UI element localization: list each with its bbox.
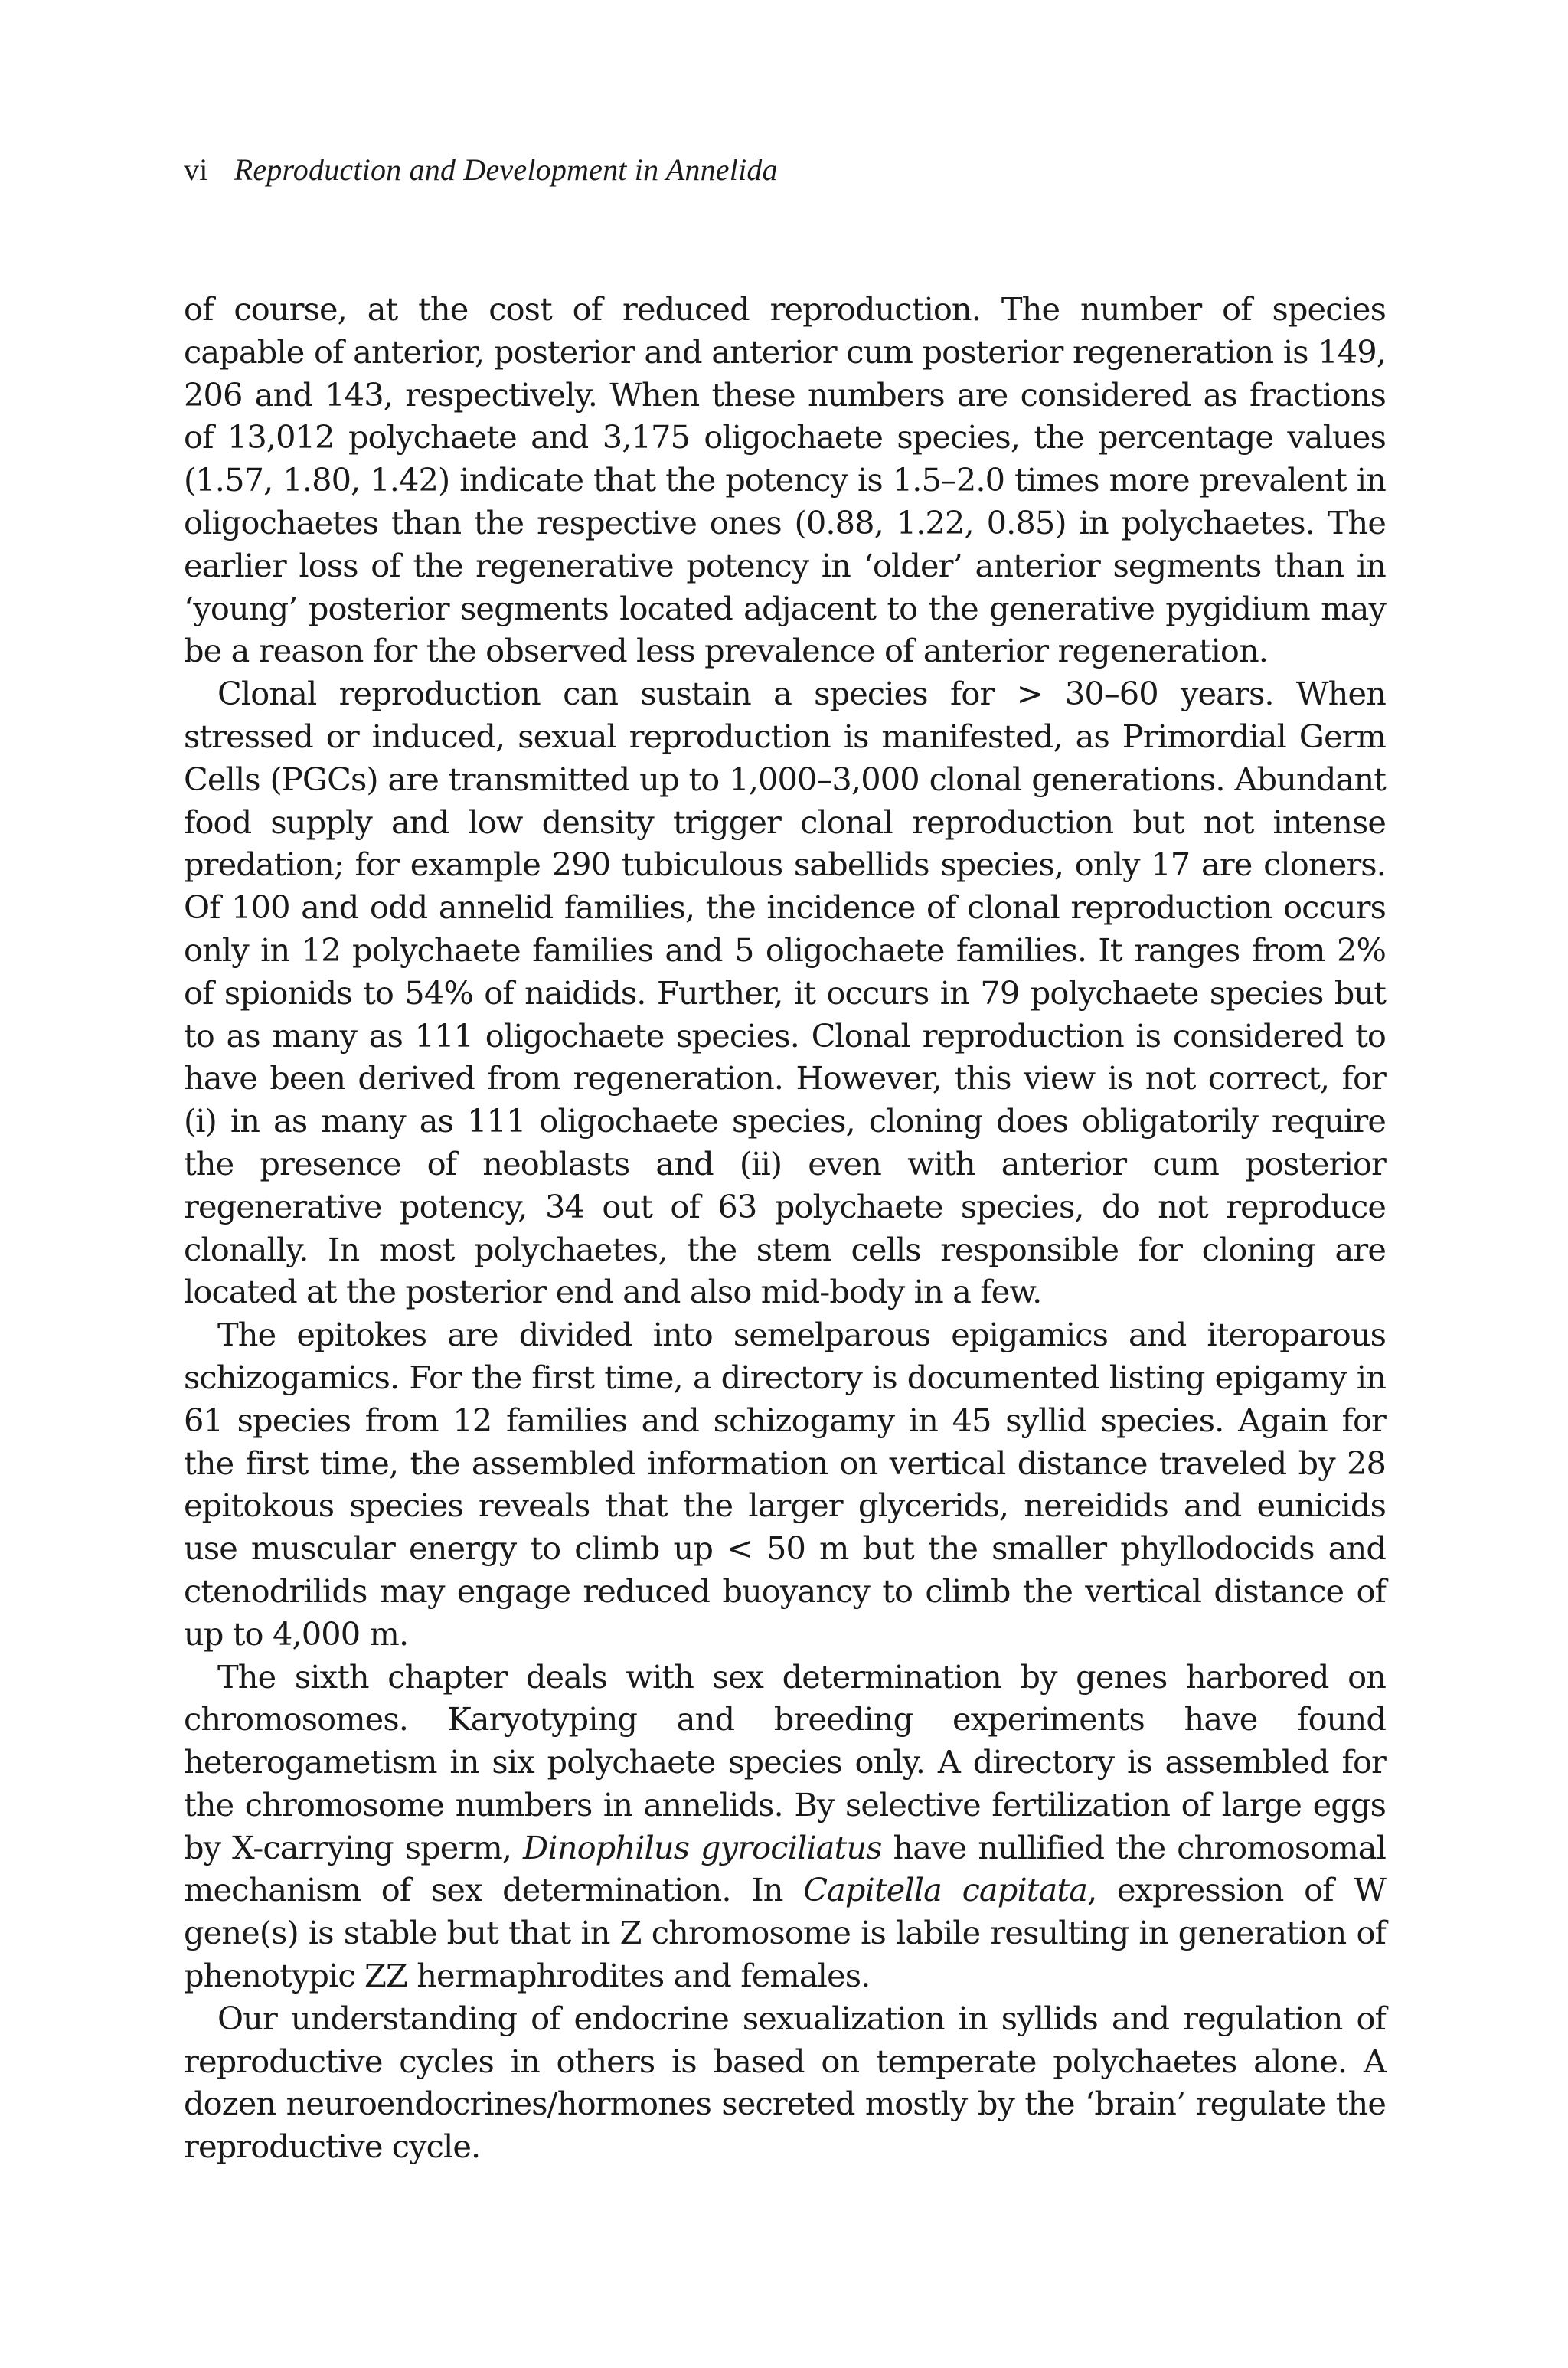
running-head (184, 152, 778, 188)
page-number: vi (184, 152, 208, 187)
paragraph-text-segment: , expression of W gene(s) is stable but that in Z chromosome is labile resulting in generation of phenotypic ZZ hermaphrodites and females. (184, 1871, 1387, 1995)
paragraph-text-segment: have nullified the chromosomal mechanism of sex determination. In (184, 1828, 1387, 1909)
paragraph-clonal-reproduction: Clonal reproduction can sustain a species for > 30–60 years. When stressed or induced, sexual reproduction is manifested, as Primordial Germ Cells (PGCs) are transmitted up to 1,000–3,000 clonal generations. Abundant food supply and low density trigger clonal reproduction but not intense predation; for example 290 tubiculous sabellids species, only 17 are cloners. Of 100 and odd annelid families, the incidence of clonal reproduction occurs only in 12 polychaete families and 5 oligochaete families. It ranges from 2% of spionids to 54% of naidids. Further, it occurs in 79 polychaete species but to as many as 111 oligochaete species. Clonal reproduction is considered to have been derived from regeneration. However, this view is not correct, for (i) in as many as 111 oligochaete species, cloning does obligatorily require the presence of neoblasts and (ii) even with anterior cum posterior regenerative potency, 34 out of 63 polychaete species, do not reproduce clonally. In most polychaetes, the stem cells responsible for cloning are located at the posterior end and also mid-body in a few. (184, 675, 1386, 1311)
paragraph-regeneration: of course, at the cost of reduced reproduction. The number of species capable of anterior, posterior and anterior cum posterior regeneration is 149, 206 and 143, respectively. When these numbers are considered as fractions of 13,012 polychaete and 3,175 oligochaete species, the percentage values (1.57, 1.80, 1.42) indicate that the potency is 1.5–2.0 times more prevalent in oligochaetes than the respective ones (0.88, 1.22, 0.85) in polychaetes. The earlier loss of the regenerative potency in ‘older’ anterior segments than in ‘young’ posterior segments located adjacent to the generative pygidium may be a reason for the observed less prevalence of anterior regeneration. (184, 290, 1386, 670)
body-text (184, 288, 1386, 2168)
paragraph-text-segment: The sixth chapter deals with sex determination by genes harbored on chromosomes. Karyotyping and breeding experiments have found heterogametism in six polychaete species only. A directory is assembled for the chromosome numbers in annelids. By selective fertilization of large eggs by X-carrying sperm, (184, 1657, 1386, 1866)
book-title: Reproduction and Development in Annelida (234, 152, 778, 187)
paragraph-sex-determination (184, 1656, 1386, 1997)
species-name-dinophilus: Dinophilus gyrociliatus (523, 1828, 882, 1866)
species-name-capitella: Capitella capitata (803, 1871, 1088, 1909)
paragraph-epitokes: The epitokes are divided into semelparous epigamics and iteroparous schizogamics. For the first time, a directory is documented listing epigamy in 61 species from 12 families and schizogamy in 45 syllid species. Again for the first time, the assembled information on vertical distance traveled by 28 epitokous species reveals that the larger glycerids, nereidids and eunicids use muscular energy to climb up < 50 m but the smaller phyllodocids and ctenodrilids may engage reduced buoyancy to climb the vertical distance of up to 4,000 m. (184, 1316, 1386, 1653)
paragraph-endocrine: Our understanding of endocrine sexualization in syllids and regulation of reproductive cycles in others is based on temperate polychaetes alone. A dozen neuroendocrines/hormones secreted mostly by the ‘brain’ regulate the reproductive cycle. (184, 1999, 1386, 2166)
